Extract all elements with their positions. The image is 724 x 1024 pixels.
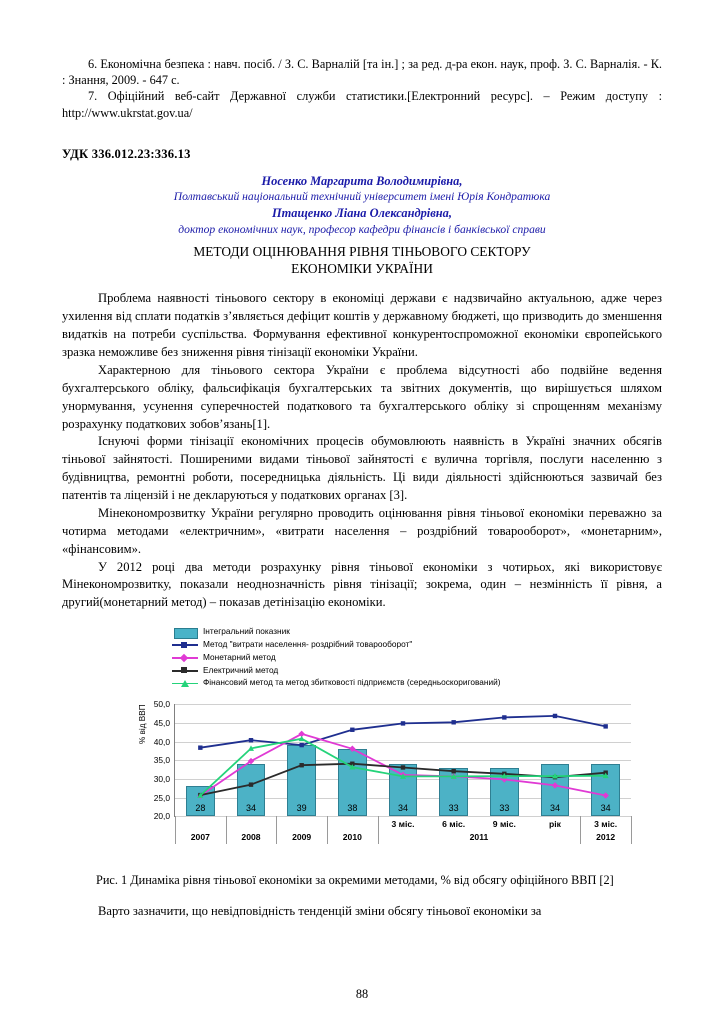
reference-item: 6. Економічна безпека : навч. посіб. / З. С. Варналій [та ін.] ; за ред. д-ра екон. наук, проф. З. С. Варналія. - К. : Знання, 2009. - 647 с.: [62, 57, 662, 88]
chart-x-tick-label: 2010: [342, 832, 362, 843]
author-block: [62, 173, 662, 237]
paragraph: У 2012 році два методи розрахунку рівня тіньової економіки з чотирьох, які використовує Мінекономрозвитку, показали неоднозначність рівня тінізації; зокрема, один – незмінність її рівня, а другий(монетарний метод) – показав детінізацію економіки.: [62, 559, 662, 610]
paragraph: Проблема наявності тіньового сектору в економіці держави є надзвичайно актуальною, адже через ухилення від сплати податків з’являється дефіцит коштів у державному бюджеті, що призводить до зменшення видатків на потреби суспільства. Формування ефективної конкурентоспроможної економіки європейського зразка неможливе без зниження рівня тінізації економіки України.: [62, 291, 662, 360]
chart-x-separator: [175, 816, 176, 844]
chart-x-separator: [327, 816, 328, 844]
figure-caption: [62, 872, 662, 889]
chart-x-tick-label: 3 міс.: [594, 819, 618, 830]
paragraph: Мінекономрозвитку України регулярно проводить оцінювання рівня тіньової економіки переважно за чотирма методами «електричним», «витрати населення – роздрібний товарооборот», «монетарним», «фінансовим».: [62, 505, 662, 556]
chart-x-separator: [378, 816, 379, 844]
chart-x-tick-label: рік: [549, 819, 561, 830]
chart-bar-value-label: 34: [245, 803, 256, 814]
legend-swatch-line: [172, 679, 198, 688]
legend-item: [172, 639, 501, 651]
legend-swatch-line: [172, 653, 198, 662]
chart-y-tick-label: 40,0: [153, 736, 170, 747]
legend-item: [172, 626, 501, 638]
article-title-line: ЕКОНОМІКИ УКРАЇНИ: [291, 261, 433, 277]
paragraph: Варто зазначити, що невідповідність тенденцій зміни обсягу тіньової економіки за: [98, 903, 542, 918]
chart-bar-value-label: 33: [499, 803, 510, 814]
chart-x-separator: [580, 816, 581, 844]
chart-y-tick-label: 30,0: [153, 773, 170, 784]
figure-chart: [62, 626, 662, 856]
figure-caption-text: Рис. 1 Динаміка рівня тіньової економіки за окремими методами, % від обсягу офіційного ВВП [2]: [96, 873, 614, 888]
chart-y-tick-label: 45,0: [153, 717, 170, 728]
legend-swatch-line: [172, 640, 198, 649]
page-number: 88: [355, 987, 369, 1001]
references-block: [62, 56, 662, 121]
author-affiliation: доктор економічних наук, професор кафедри фінансів і банківської справи: [178, 222, 546, 236]
chart-x-tick-label: 9 міс.: [492, 819, 516, 830]
legend-item: [172, 652, 501, 664]
chart-bar-value-label: 34: [397, 803, 408, 814]
chart-y-tick-label: 20,0: [153, 811, 170, 822]
chart-bar-value-label: 34: [600, 803, 611, 814]
chart-bar-value-label: 39: [296, 803, 307, 814]
legend-item: [172, 665, 501, 677]
chart-y-tick-label: 50,0: [153, 699, 170, 710]
chart-bar-value-label: 38: [347, 803, 358, 814]
legend-label: Метод "витрати населення- роздрібний товарооборот": [203, 639, 413, 649]
chart-x-tick-label: 6 міс.: [442, 819, 466, 830]
chart-x-group-label: 2011: [469, 832, 489, 843]
chart-y-axis-title: % від ВВП: [138, 704, 147, 745]
legend-item: [172, 677, 501, 689]
legend-label: Фінансовий метод та метод збитковості підприємств (середньоскоригований): [203, 677, 501, 688]
chart-x-separator: [631, 816, 632, 844]
legend-swatch-line: [172, 666, 198, 675]
chart-y-tick-label: 25,0: [153, 792, 170, 803]
chart-x-separator: [226, 816, 227, 844]
chart-legend: [172, 626, 501, 690]
chart-y-tick-label: 35,0: [153, 755, 170, 766]
chart-bar-value-label: 28: [195, 803, 206, 814]
article-title-line: МЕТОДИ ОЦІНЮВАННЯ РІВНЯ ТІНЬОВОГО СЕКТОРУ: [193, 244, 531, 260]
chart-x-tick-label: 2009: [292, 832, 312, 843]
legend-swatch-bar: [172, 628, 198, 637]
legend-label: Електричний метод: [203, 664, 279, 675]
legend-label: Монетарний метод: [203, 651, 276, 662]
chart-lines: [175, 704, 631, 816]
paragraph: Існуючі форми тінізації економічних процесів обумовлюють наявність в Україні значних обсягів тіньової зайнятості. Поширеними видами тіньової зайнятості є вулична торгівля, послуги населенню з будівництва, ремонтні роботи, посередницька діяльність. Ці види діяльності здійснюються зазвичай без патентів та ліцензій і не декларуються у податкових органах [3].: [62, 434, 662, 503]
chart-x-group-label: 2012: [596, 832, 616, 843]
closing-paragraph: [62, 903, 662, 921]
chart-x-tick-label: 2007: [190, 832, 210, 843]
chart-x-separator: [276, 816, 277, 844]
chart-x-tick-label: 3 міс.: [391, 819, 415, 830]
udk-code: УДК 336.012.23:336.13: [62, 146, 191, 161]
author-name: Носенко Маргарита Володимирівна,: [261, 173, 463, 188]
author-name: Птащенко Ліана Олександрівна,: [272, 206, 452, 221]
legend-label: Інтегральний показник: [203, 626, 290, 637]
chart-bar-value-label: 34: [549, 803, 560, 814]
reference-item: 7. Офіційний веб-сайт Державної служби статистики.[Електронний ресурс]. – Режим доступу : http://www.ukrstat.gov.ua/: [62, 89, 662, 120]
chart-gridline: [175, 816, 631, 817]
chart-x-tick-label: 2008: [241, 832, 261, 843]
author-affiliation: Полтавський національний технічний університет імені Юрія Кондратюка: [173, 190, 551, 204]
article-body: [62, 290, 662, 612]
paragraph: Характерною для тіньового сектора України є проблема відсутності або подвійне ведення бухгалтерського обліку, фальсифікація бухгалтерських та звітних документів, що вирішується шляхом унормування, усунення суперечностей податкового та бухгалтерського обліку зі спрощенням механізму розрахунку податкових зобов’язань[1].: [62, 362, 662, 431]
chart-plot-area: [153, 699, 631, 843]
page-title: [62, 243, 662, 277]
chart-bar-value-label: 33: [448, 803, 459, 814]
